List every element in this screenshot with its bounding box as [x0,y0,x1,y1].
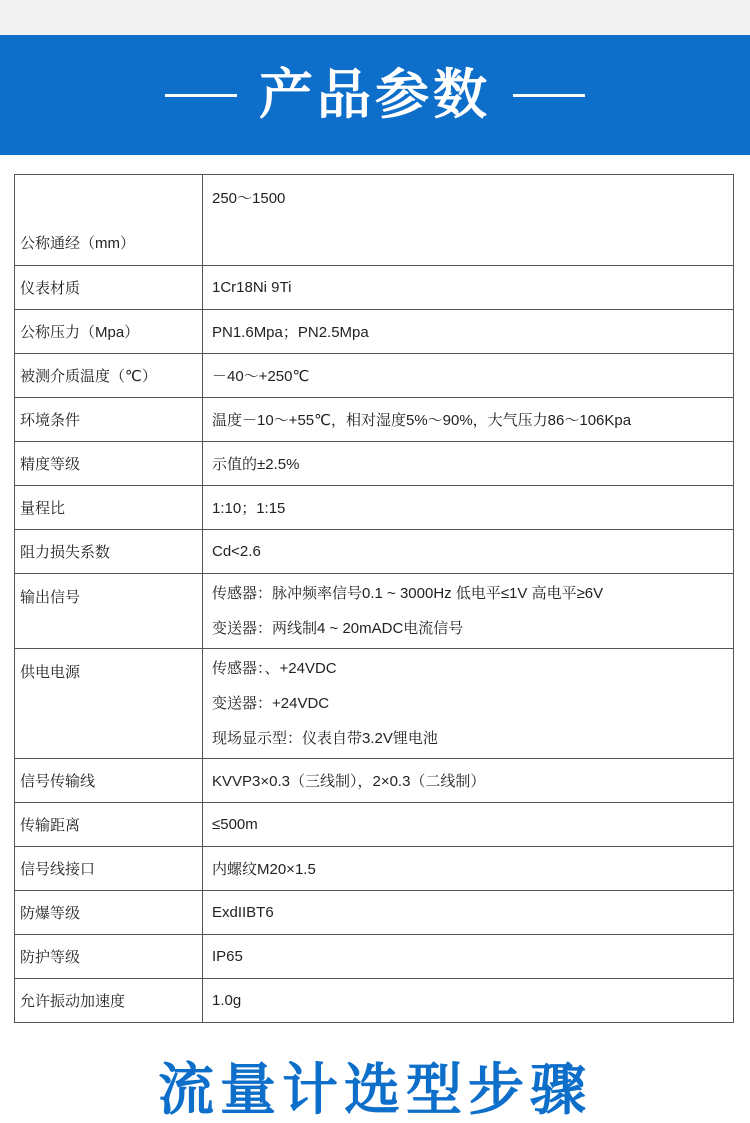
param-value-protection-class: IP65 [203,935,734,979]
table-row [15,442,734,486]
table-row [15,310,734,354]
param-label-vibration: 允许振动加速度 [15,979,203,1023]
param-label-environment: 环境条件 [15,398,203,442]
next-section-title: 流量计选型步骤 [158,1058,592,1123]
param-label-medium-temperature: 被测介质温度（℃） [15,354,203,398]
param-value-environment: 温度－10～+55℃，相对湿度5%～90%，大气压力86～106Kpa [203,398,734,442]
param-value-line: 传感器：、+24VDC [212,660,337,677]
param-value-accuracy: 示值的±2.5% [203,442,734,486]
param-value-range-ratio: 1:10；1:15 [203,486,734,530]
param-label-output-signal: 输出信号 [15,574,203,649]
table-row [15,574,734,649]
param-label-explosion-proof: 防爆等级 [15,891,203,935]
param-label-power-supply: 供电电源 [15,649,203,759]
table-row [15,847,734,891]
table-row [15,266,734,310]
param-value-loss-coefficient: Cd<2.6 [203,530,734,574]
param-value-signal-cable: KVVP3×0.3（三线制），2×0.3（二线制） [203,759,734,803]
param-value-line: 现场显示型：仪表自带3.2V锂电池 [212,730,438,747]
banner-left-rule [165,94,237,97]
param-label-material: 仪表材质 [15,266,203,310]
param-value-line: 传感器：脉冲频率信号0.1 ~ 3000Hz 低电平≤1V 高电平≥6V [212,585,604,602]
param-value-material: 1Cr18Ni 9Ti [203,266,734,310]
table-row [15,803,734,847]
table-row [15,354,734,398]
param-value-nominal-diameter: 250～1500 [203,175,734,266]
param-value-nominal-pressure: PN1.6Mpa；PN2.5Mpa [203,310,734,354]
table-row [15,649,734,759]
top-strip [0,0,750,35]
table-row [15,175,734,266]
param-value-transmission-distance: ≤500m [203,803,734,847]
table-row [15,891,734,935]
table-row [15,759,734,803]
param-label-loss-coefficient: 阻力损失系数 [15,530,203,574]
param-label-nominal-diameter: 公称通经（mm） [15,175,203,266]
param-label-nominal-pressure: 公称压力（Mpa） [15,310,203,354]
param-value-explosion-proof: ExdIIBT6 [203,891,734,935]
table-row [15,398,734,442]
table-row [15,486,734,530]
banner-right-rule [513,94,585,97]
param-label-transmission-distance: 传输距离 [15,803,203,847]
parameter-table [14,174,734,1023]
param-value-output-signal [203,574,734,649]
param-value-medium-temperature: －40～+250℃ [203,354,734,398]
param-label-protection-class: 防护等级 [15,935,203,979]
param-value-cable-interface: 内螺纹M20×1.5 [203,847,734,891]
param-label-cable-interface: 信号线接口 [15,847,203,891]
table-row [15,935,734,979]
param-value-vibration: 1.0g [203,979,734,1023]
table-row [15,979,734,1023]
param-label-signal-cable: 信号传输线 [15,759,203,803]
banner-title: 产品参数 [259,63,491,126]
param-value-line: 变送器：+24VDC [212,695,330,712]
param-value-power-supply [203,649,734,759]
table-row [15,530,734,574]
section-banner [0,35,750,155]
param-value-line: 变送器：两线制4 ~ 20mADC电流信号 [212,620,464,637]
param-label-accuracy: 精度等级 [15,442,203,486]
param-label-range-ratio: 量程比 [15,486,203,530]
